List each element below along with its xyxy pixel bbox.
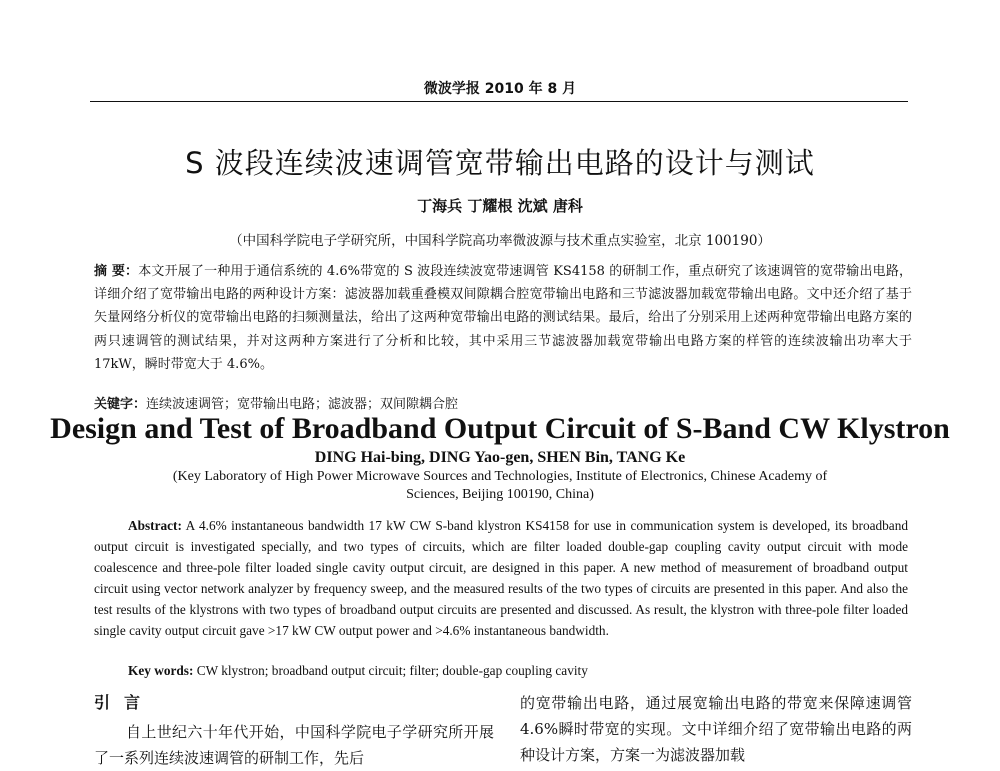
chinese-abstract-text: 本文开展了一种用于通信系统的 4.6%带宽的 S 波段连续波宽带速调管 KS4158 的研制工作，重点研究了该速调管的宽带输出电路，详细介绍了宽带输出电路的两种设计方案：滤波器加载重叠模双间隙耦合腔宽带输出电路和三节滤波器加载宽带输出电路。文中还介绍了基于矢量网络分析仪的宽带输出电路的扫频测量法，给出了这两种宽带输出电路的测试结果。最后，给出了分别采用上述两种宽带输出电路方案的两只速调管的测试结果，并对这两种方案进行了分析和比较，其中采用三节滤波器加载宽带输出电路方案的样管的连续波输出功率大于 17kW，瞬时带宽大于 4.6%。 bbox=[94, 264, 912, 372]
left-column bbox=[94, 690, 494, 771]
header-rule bbox=[90, 101, 908, 102]
running-head: 微波学报 2010 年 8 月 bbox=[423, 81, 577, 97]
english-affiliation-line1: (Key Laboratory of High Power Microwave Sources and Technologies, Institute of Electronics, Chinese Academy of bbox=[172, 469, 828, 484]
chinese-keywords-text: 连续波速调管；宽带输出电路；滤波器；双间隙耦合腔 bbox=[146, 397, 459, 412]
left-column-paragraph: 自上世纪六十年代开始，中国科学院电子学研究所开展了一系列连续波速调管的研制工作，先后 bbox=[94, 723, 494, 767]
english-title: Design and Test of Broadband Output Circuit of S-Band CW Klystron bbox=[50, 412, 950, 445]
chinese-title: S 波段连续波速调管宽带输出电路的设计与测试 bbox=[185, 146, 815, 180]
english-keywords-label: Key words: bbox=[128, 663, 194, 678]
right-column-paragraph: 的宽带输出电路，通过展宽输出电路的带宽来保障速调管 4.6%瞬时带宽的实现。文中详细介绍了宽带输出电路的两种设计方案，方案一为滤波器加载 bbox=[520, 694, 912, 764]
english-abstract-text: A 4.6% instantaneous bandwidth 17 kW CW S-band klystron KS4158 for use in communication system is developed, its broadband output circuit is investigated specially, and two types of circuits, which are filter loaded double-gap coupling cavity output circuit with mode coalescence and three-pole filter loaded single cavity output circuit, are designed in this paper. A new method of measurement of broadband output circuit using vector network analyzer by frequency sweep, and the measured results of the two types of circuits are presented in this paper. And also the test results of the klystrons with two types of broadband output circuits are presented and discussed. As result, the klystron with three-pole filter loaded single cavity output circuit gave >17 kW CW output power and >4.6% instantaneous bandwidth. bbox=[94, 518, 908, 638]
english-abstract-label: Abstract: bbox=[128, 518, 182, 533]
english-affiliation bbox=[0, 468, 1000, 504]
chinese-authors: 丁海兵 丁耀根 沈斌 唐科 bbox=[417, 197, 583, 215]
chinese-keywords-label: 关键字： bbox=[94, 397, 147, 412]
chinese-abstract-label: 摘 要： bbox=[94, 264, 139, 279]
english-keywords-text: CW klystron; broadband output circuit; filter; double-gap coupling cavity bbox=[193, 663, 588, 678]
chinese-keywords bbox=[94, 393, 912, 412]
chinese-abstract bbox=[94, 260, 912, 376]
english-authors: DING Hai-bing, DING Yao-gen, SHEN Bin, TANG Ke bbox=[314, 449, 686, 466]
english-keywords bbox=[128, 663, 908, 679]
english-abstract bbox=[94, 515, 908, 641]
chinese-affiliation: （中国科学院电子学研究所，中国科学院高功率微波源与技术重点实验室，北京 100190） bbox=[229, 233, 771, 249]
section-heading-introduction: 引言 bbox=[94, 693, 155, 712]
english-affiliation-line2: Sciences, Beijing 100190, China) bbox=[406, 487, 594, 502]
